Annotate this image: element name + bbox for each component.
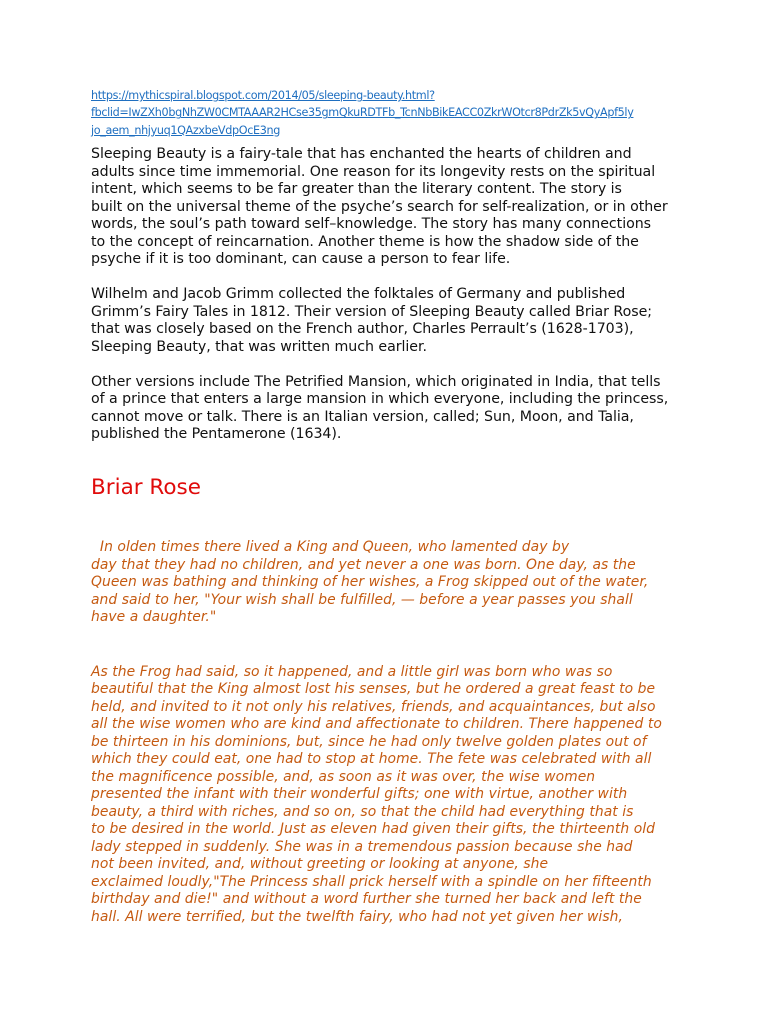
intro-section (91, 146, 681, 443)
intro-paragraph (91, 374, 681, 444)
text-line: not been invited, and, without greeting or looking at anyone, she (91, 856, 549, 872)
text-line: psyche if it is too dominant, can cause a person to fear life. (91, 251, 511, 268)
text-line: day that they had no children, and yet never a one was born. One day, as the (91, 556, 636, 573)
text-line: Wilhelm and Jacob Grimm collected the folktales of Germany and published (91, 286, 626, 303)
text-line: birthday and die!" and without a word further she turned her back and left the (91, 891, 642, 907)
text-line: As the Frog had said, so it happened, and a little girl was born who was so (91, 663, 613, 680)
text-line: exclaimed loudly,"The Princess shall prick herself with a spindle on her fifteenth (91, 873, 652, 890)
text-line: published the Pentamerone (1634). (91, 426, 342, 442)
text-line: hall. All were terrified, but the twelfth fairy, who had not yet given her wish, (91, 908, 623, 925)
text-line: of a prince that enters a large mansion in which everyone, including the princess, (91, 391, 669, 407)
text-line: held, and invited to it not only his relatives, friends, and acquaintances, but also (91, 698, 656, 715)
text-line: Queen was bathing and thinking of her wishes, a Frog skipped out of the water, (91, 574, 649, 590)
text-line: cannot move or talk. There is an Italian version, called; Sun, Moon, and Talia, (91, 408, 634, 425)
text-line: be thirteen in his dominions, but, since he had only twelve golden plates out of (91, 733, 647, 750)
text-line: have a daughter." (91, 609, 217, 625)
story-section (91, 539, 686, 926)
story-paragraph (91, 664, 686, 927)
text-line: the magnificence possible, and, as soon as it was over, the wise women (91, 768, 596, 785)
source-link-line: https://mythicspiral.blogspot.com/2014/05/sleeping-beauty.html? (91, 89, 435, 102)
text-line: lady stepped in suddenly. She was in a tremendous passion because she had (91, 838, 633, 855)
text-line: words, the soul’s path toward self–knowledge. The story has many connections (91, 216, 652, 233)
intro-paragraph (91, 286, 681, 356)
source-link-line: fbclid=IwZXh0bgNhZW0CMTAAAR2HCse35gmQkuRDTFb_TcnNbBikEACC0ZkrWOtcr8PdrZk5vQyApf5ly (91, 106, 634, 120)
text-line: intent, which seems to be far greater than the literary content. The story is (91, 181, 622, 198)
text-line: to be desired in the world. Just as eleven had given their gifts, the thirteenth old (91, 821, 656, 837)
source-link[interactable] (91, 87, 681, 139)
text-line: all the wise women who are kind and affectionate to children. There happened to (91, 716, 662, 732)
text-line: Sleeping Beauty is a fairy-tale that has enchanted the hearts of children and (91, 146, 632, 163)
text-line: adults since time immemorial. One reason for its longevity rests on the spiritual (91, 163, 656, 180)
source-link-line: jo_aem_nhjyuq1QAzxbeVdpOcE3ng (91, 123, 280, 137)
story-paragraph (91, 539, 686, 627)
text-line: presented the infant with their wonderful gifts; one with virtue, another with (91, 786, 628, 802)
text-line: and said to her, "Your wish shall be fulfilled, — before a year passes you shall (91, 591, 633, 608)
section-heading: Briar Rose (91, 475, 201, 500)
document-page (91, 87, 681, 925)
text-line: Sleeping Beauty, that was written much earlier. (91, 338, 427, 355)
text-line: Grimm’s Fairy Tales in 1812. Their version of Sleeping Beauty called Briar Rose; (91, 303, 652, 320)
text-line: built on the universal theme of the psyche’s search for self-realization, or in other (91, 198, 668, 215)
text-line: that was closely based on the French author, Charles Perrault’s (1628-1703), (91, 321, 634, 338)
intro-paragraph (91, 146, 681, 269)
text-line: Other versions include The Petrified Mansion, which originated in India, that tells (91, 373, 661, 390)
text-line: to the concept of reincarnation. Another theme is how the shadow side of the (91, 233, 639, 250)
text-line: beautiful that the King almost lost his senses, but he ordered a great feast to be (91, 681, 656, 697)
text-line: In olden times there lived a King and Queen, who lamented day by (91, 539, 570, 555)
text-line: beauty, a third with riches, and so on, so that the child had everything that is (91, 803, 634, 820)
text-line: which they could eat, one had to stop at home. The fete was celebrated with all (91, 751, 652, 767)
